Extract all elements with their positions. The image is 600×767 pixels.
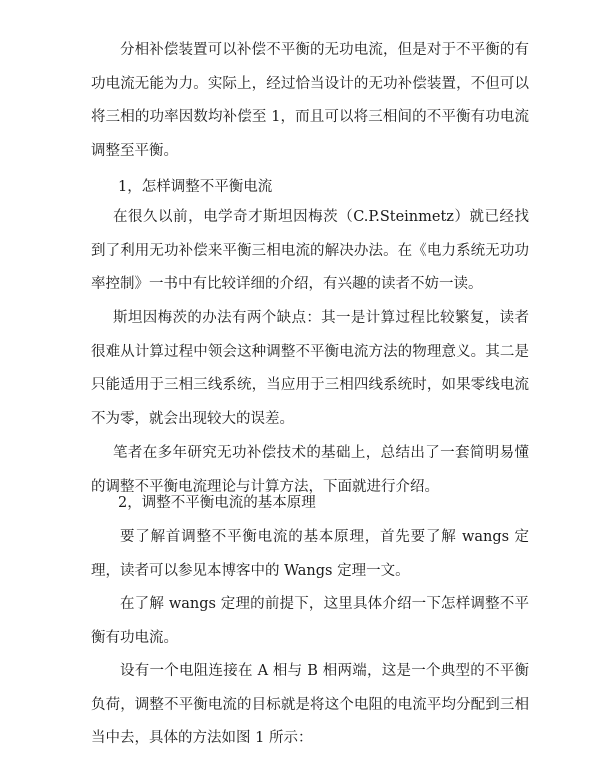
paragraph-wangs-theorem: 要了解首调整不平衡电流的基本原理，首先要了解 wangs 定理，读者可以参见本博客中的 Wangs 定理一文。	[91, 529, 529, 579]
paragraph-resistor-example: 设有一个电阻连接在 A 相与 B 相两端，这是一个典型的不平衡负荷，调整不平衡电流的目标就是将这个电阻的电流平均分配到三相当中去，具体的方法如图 1 所示：	[91, 663, 529, 746]
paragraph-intro: 分相补偿装置可以补偿不平衡的无功电流，但是对于不平衡的有功电流无能为力。实际上，经过恰当设计的无功补偿装置，不但可以将三相的功率因数均补偿至 1，而且可以将三相间的不平衡有功电流调整至平衡。	[91, 42, 529, 159]
section-heading-1: 1，怎样调整不平衡电流	[118, 179, 273, 195]
paragraph-drawbacks: 斯坦因梅茨的办法有两个缺点：其一是计算过程比较繁复，读者很难从计算过程中领会这种调整不平衡电流方法的物理意义。其二是只能适用于三相三线系统，当应用于三相四线系统时，如果零线电流不为零，就会出现较大的误差。	[91, 310, 529, 427]
paragraph-author-method: 笔者在多年研究无功补偿技术的基础上，总结出了一套简明易懂的调整不平衡电流理论与计算方法，下面就进行介绍。	[91, 445, 529, 495]
paragraph-steinmetz: 在很久以前，电学奇才斯坦因梅茨（C.P.Steinmetz）就已经找到了利用无功补偿来平衡三相电流的解决办法。在《电力系统无功功率控制》一书中有比较详细的介绍，有兴趣的读者不妨一读。	[91, 209, 529, 292]
section-heading-2: 2，调整不平衡电流的基本原理	[118, 495, 316, 511]
paragraph-adjust-intro: 在了解 wangs 定理的前提下，这里具体介绍一下怎样调整不平衡有功电流。	[91, 596, 529, 646]
